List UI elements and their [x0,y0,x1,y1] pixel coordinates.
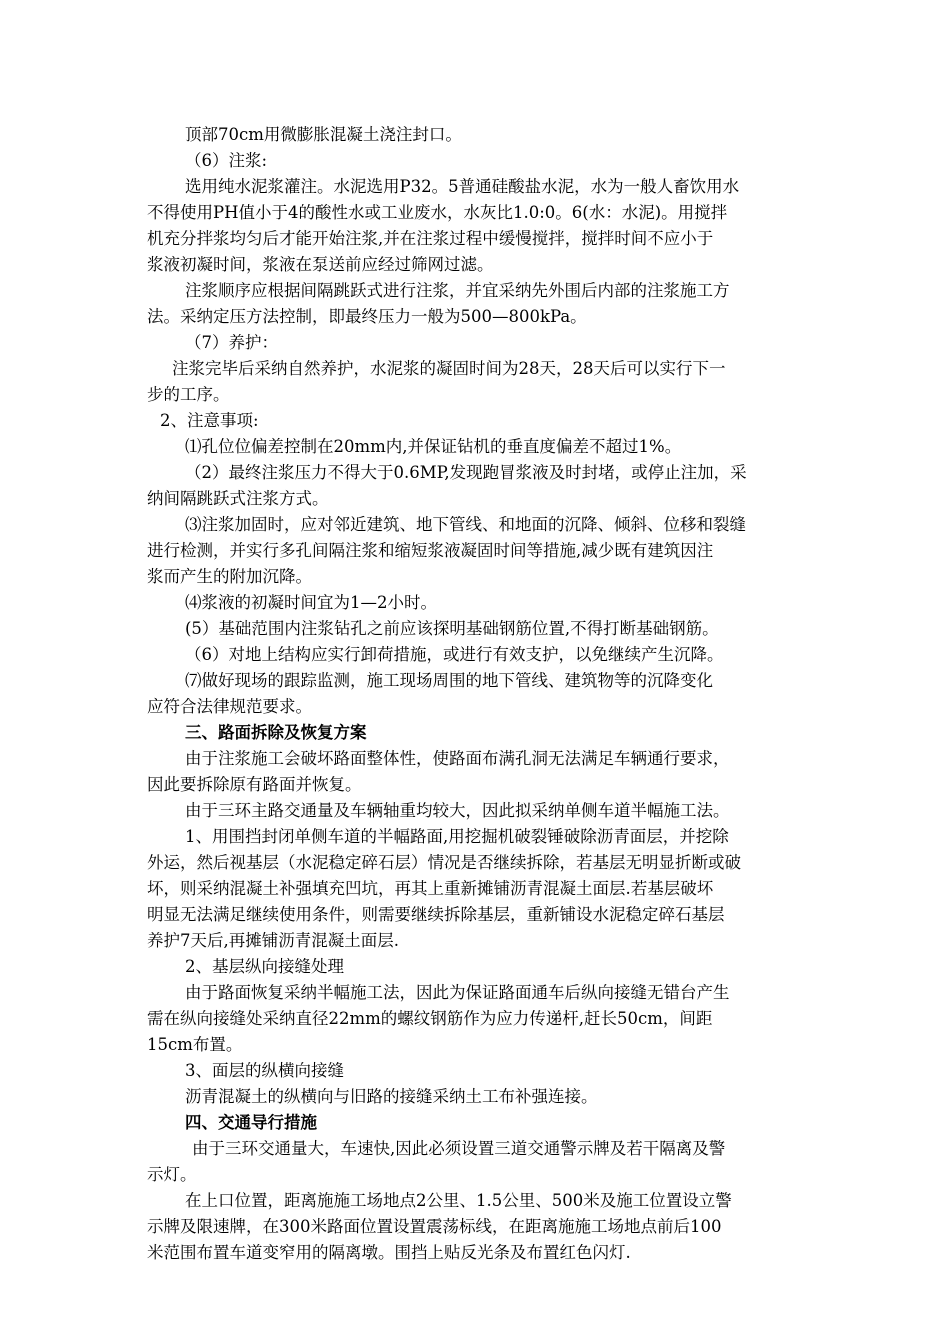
text-line: （2）最终注浆压力不得大于0.6MP,发现跑冒浆液及时封堵，或停止注加，采 [185,463,747,482]
text-line: 机充分拌浆均匀后才能开始注浆,并在注浆过程中缓慢搅拌，搅拌时间不应小于 [147,229,714,248]
text-line: 注浆完毕后采纳自然养护，水泥浆的凝固时间为28天，28天后可以实行下一 [172,359,726,378]
text-line: 浆而产生的附加沉降。 [147,567,312,586]
text-line: 法。采纳定压方法控制，即最终压力一般为500—800kPa。 [147,307,587,326]
text-line: 由于注浆施工会破坏路面整体性，使路面布满孔洞无法满足车辆通行要求， [185,749,730,768]
text-line: 步的工序。 [147,385,230,404]
text-line: 1、用围挡封闭单侧车道的半幅路面,用挖掘机破裂锤破除沥青面层，并挖除 [185,827,729,846]
section-heading: 四、交通导行措施 [185,1113,317,1132]
text-line: 纳间隔跳跃式注浆方式。 [147,489,329,508]
text-line: 外运，然后视基层（水泥稳定碎石层）情况是否继续拆除，若基层无明显折断或破 [147,853,741,872]
text-line: 示牌及限速牌，在300米路面位置设置震荡标线，在距离施施工场地点前后100 [147,1217,722,1236]
text-line: 应符合法律规范要求。 [147,697,312,716]
text-line: 由于三环交通量大，车速快,因此必须设置三道交通警示牌及若干隔离及警 [192,1139,726,1158]
text-line: 米范围布置车道变窄用的隔离墩。围挡上贴反光条及布置红色闪灯. [147,1243,631,1262]
text-line: 坏，则采纳混凝土补强填充凹坑，再其上重新摊铺沥青混凝土面层.若基层破坏 [147,879,714,898]
subsection-heading: 3、面层的纵横向接缝 [185,1061,344,1080]
text-line: 顶部70cm用微膨胀混凝土浇注封口。 [185,125,462,144]
text-line: 不得使用PH值小于4的酸性水或工业废水，水灰比1.0:0。6(水：水泥)。用搅拌 [147,203,728,222]
text-line: ⑺做好现场的跟踪监测，施工现场周围的地下管线、建筑物等的沉降变化 [185,671,713,690]
text-line: (5）基础范围内注浆钻孔之前应该探明基础钢筋位置,不得打断基础钢筋。 [185,619,719,638]
text-line: （6）对地上结构应实行卸荷措施，或进行有效支护，以免继续产生沉降。 [185,645,724,664]
text-line: 由于三环主路交通量及车辆轴重均较大，因此拟采纳单侧车道半幅施工法。 [185,801,730,820]
text-line: 示灯。 [147,1165,197,1184]
text-line: 需在纵向接缝处采纳直径22mm的螺纹钢筋作为应力传递杆,赶长50cm，间距 [147,1009,713,1028]
text-line: ⑷浆液的初凝时间宜为1—2小时。 [185,593,437,612]
text-line: 由于路面恢复采纳半幅施工法，因此为保证路面通车后纵向接缝无错台产生 [185,983,730,1002]
text-line: （6）注浆: [185,151,268,170]
text-line: 注浆顺序应根据间隔跳跃式进行注浆，并宜采纳先外围后内部的注浆施工方 [185,281,730,300]
section-heading: 2、注意事项: [160,411,259,430]
text-line: ⑶注浆加固时，应对邻近建筑、地下管线、和地面的沉降、倾斜、位移和裂缝 [185,515,746,534]
text-line: 选用纯水泥浆灌注。水泥选用P32。5普通硅酸盐水泥，水为一般人畜饮用水 [185,177,740,196]
section-heading: 三、路面拆除及恢复方案 [185,723,367,742]
text-line: 因此要拆除原有路面并恢复。 [147,775,362,794]
text-line: 在上口位置，距离施施工场地点2公里、1.5公里、500米及施工位置设立警 [185,1191,732,1210]
text-line: 进行检测，并实行多孔间隔注浆和缩短浆液凝固时间等措施,减少既有建筑因注 [147,541,714,560]
text-line: 15cm布置。 [147,1035,243,1054]
text-line: 明显无法满足继续使用条件，则需要继续拆除基层，重新铺设水泥稳定碎石基层 [147,905,725,924]
text-line: 沥青混凝土的纵横向与旧路的接缝采纳土工布补强连接。 [185,1087,598,1106]
text-line: 浆液初凝时间，浆液在泵送前应经过筛网过滤。 [147,255,494,274]
subsection-heading: 2、基层纵向接缝处理 [185,957,344,976]
text-line: ⑴孔位位偏差控制在20mm内,并保证钻机的垂直度偏差不超过1%。 [185,437,682,456]
text-line: 养护7天后,再摊铺沥青混凝土面层. [147,931,399,950]
text-line: （7）养护： [185,333,278,352]
